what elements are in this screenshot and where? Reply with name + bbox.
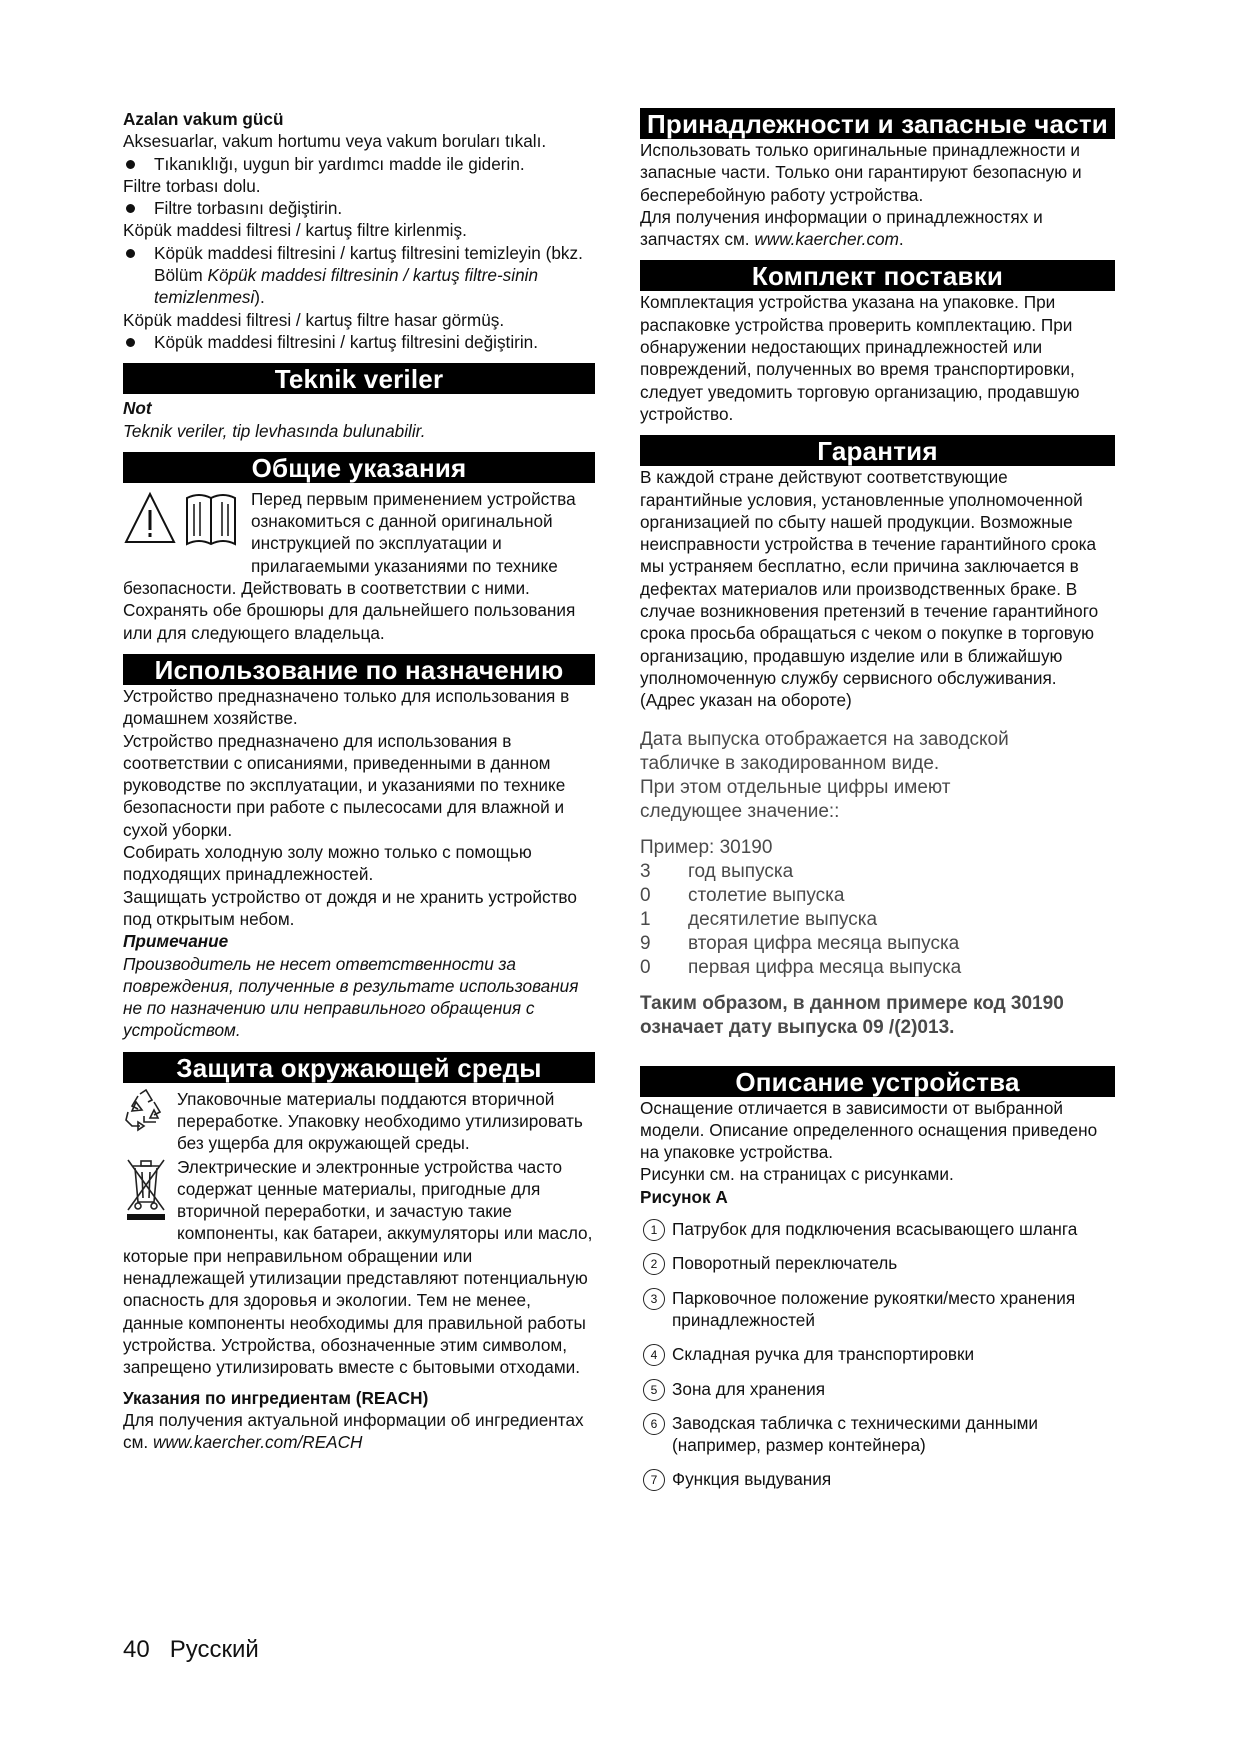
reach-text: Для получения актуальной информации об ингредиентах см. www.kaercher.com/REACH — [123, 1409, 584, 1453]
code-row: 0 первая цифра месяца выпуска — [640, 956, 962, 978]
remedy-bullet: Tıkanıklığı, uygun bir yardımcı madde ile giderin. — [123, 153, 595, 175]
remedy-bullet: Köpük maddesi filtresini / kartuş filtresini değiştirin. — [123, 331, 595, 353]
reach-title: Указания по ингредиентам (REACH) — [123, 1387, 429, 1408]
crossed-bin-icon — [123, 1156, 169, 1227]
general-notes — [123, 488, 595, 599]
description-text: Оснащение отличается в зависимости от выбранной модели. Описание определенного оснащения приведено на упаковке устройства. — [640, 1097, 1098, 1163]
code-row: 1 десятилетие выпуска — [640, 908, 878, 930]
warranty-text: В каждой стране действуют соответствующие гарантийные условия, установленные уполномоченной организацией по сбыту нашей продукции. Возможные неисправности устройства в течение гарантийного срока мы устраняем бесплатно, если причина заключается в дефектах материалов или производственных браке. В случае возникновения претензий в течение гарантийного срока просьба обращаться с чеком о покупке в торговую организацию, продавшую изделие или в ближайшую уполномоченную службу сервисного обслуживания. — [640, 467, 1099, 688]
section-header-scope: Комплект поставки — [640, 260, 1115, 291]
cause-text: Filtre torbası dolu. — [123, 175, 261, 196]
section-header-environment: Защита окружающей среды — [123, 1052, 595, 1083]
remedy-bullet: Filtre torbasını değiştirin. — [123, 197, 595, 219]
section-header-description: Описание устройства — [640, 1066, 1115, 1097]
section-header-general: Общие указания — [123, 452, 595, 483]
item-number: 4 — [643, 1344, 665, 1366]
item-number: 3 — [643, 1288, 665, 1310]
code-intro: Дата выпуска отображается на заводской — [640, 728, 1009, 750]
use-paragraph: Устройство предназначено только для использования в домашнем хозяйстве. — [123, 685, 570, 729]
code-row: 3 год выпуска — [640, 860, 794, 882]
scope-text: Комплектация устройства указана на упаковке. При распаковке устройства проверить комплектацию. При обнаружении недостающих принадлежностей или повреждений, полученных во время транспортировки, следует уведомить торговую организацию, продавшую устройство. — [640, 292, 1080, 424]
item-number: 2 — [643, 1253, 665, 1275]
code-summary: означает дату выпуска 09 /(2)013. — [640, 1016, 955, 1038]
page-number: 40 — [123, 1636, 150, 1663]
description-figures: Рисунки см. на страницах с рисунками. — [640, 1164, 954, 1185]
right-column — [640, 108, 1115, 1503]
warning-manual-icon — [123, 488, 241, 555]
warranty-address: (Адрес указан на обороте) — [640, 690, 852, 711]
reach-link[interactable]: www.kaercher.com/REACH — [152, 1432, 363, 1453]
general-text-2: Сохранять обе брошюры для дальнейшего пользования или для следующего владельца. — [123, 600, 576, 643]
cause-text: Köpük maddesi filtresi / kartuş filtre hasar görmüş. — [123, 309, 505, 330]
vacuum-title: Azalan vakum gücü — [123, 109, 284, 129]
item-number: 5 — [643, 1379, 665, 1401]
note-label: Not — [123, 398, 152, 419]
code-intro: При этом отдельные цифры имеют — [640, 776, 951, 798]
use-paragraph: Устройство предназначено для использования в соответствии с описаниями, приведенными в данном руководстве по эксплуатации, и указаниями по технике безопасности при работе с пылесосами для влажной и сухой уборки. — [123, 730, 566, 840]
production-date-code — [640, 728, 1115, 1040]
code-row: 0 столетие выпуска — [640, 884, 845, 906]
list-item: 7 Функция выдувания — [640, 1468, 1115, 1490]
weee-notes — [123, 1156, 595, 1379]
list-item: 2 Поворотный переключатель — [640, 1252, 1115, 1274]
cause-text: Aksesuarlar, vakum hortumu veya vakum boruları tıkalı. — [123, 131, 547, 152]
page-footer — [123, 1636, 279, 1664]
use-paragraph: Защищать устройство от дождя и не хранить устройство под открытым небом. — [123, 886, 577, 929]
note-text: Teknik veriler, tip levhasında bulunabilir. — [123, 420, 426, 441]
list-item: 4 Складная ручка для транспортировки — [640, 1343, 1115, 1365]
accessories-text: Использовать только оригинальные принадлежности и запасные части. Только они гарантируют безопасную и бесперебойную работу устройства. — [640, 140, 1082, 205]
item-number: 1 — [643, 1219, 665, 1241]
code-summary: Таким образом, в данном примере код 30190 — [640, 992, 1064, 1014]
section-header-accessories: Принадлежности и запасные части — [640, 108, 1115, 139]
section-reference: Köpük maddesi filtresinin / kartuş filtre-sinin temizlenmesi — [154, 265, 539, 308]
section-header-tech: Teknik veriler — [123, 363, 595, 394]
use-paragraph: Собирать холодную золу можно только с помощью подходящих принадлежностей. — [123, 842, 532, 885]
left-column — [123, 108, 595, 1453]
list-item: 3 Парковочное положение рукоятки/место хранения принадлежностей — [640, 1287, 1115, 1332]
code-row: 9 вторая цифра месяца выпуска — [640, 932, 960, 954]
use-note-text: Производитель не несет ответственности за повреждения, полученные в результате использования не по назначению или неправильного обращения с устройством. — [123, 953, 579, 1041]
packaging-notes — [123, 1088, 595, 1155]
list-item: 1 Патрубок для подключения всасывающего шланга — [640, 1218, 1115, 1240]
code-intro: следующее значение:: — [640, 800, 840, 822]
code-example: Пример: 30190 — [640, 836, 773, 858]
packaging-text: Упаковочные материалы поддаются вторичной переработке. Упаковку необходимо утилизировать без ущерба для окружающей среды. — [177, 1088, 583, 1154]
section-header-warranty: Гарантия — [640, 435, 1115, 466]
item-number: 6 — [643, 1413, 665, 1435]
figure-label: Рисунок A — [640, 1186, 728, 1207]
accessories-info: Для получения информации о принадлежностях и запчастях см. www.kaercher.com. — [640, 206, 1043, 250]
section-header-use: Использование по назначению — [123, 654, 595, 685]
use-note-label: Примечание — [123, 931, 229, 952]
item-number: 7 — [643, 1469, 665, 1491]
list-item: 6 Заводская табличка с техническими данными (например, размер контейнера) — [640, 1412, 1115, 1457]
weee-text: Электрические и электронные устройства часто содержат ценные материалы, пригодные для вторичной переработки, и зачастую такие компоненты, как батареи, аккумуляторы или масло, которые при неправильном обращении или ненадлежащей утилизации представляют потенциальную опасность для здоровья и экологии. Тем не менее, данные компоненты необходимы для правильной работы устройства. Устройства, обозначенные этим символом, запрещено утилизировать вместе с бытовыми отходами. — [123, 1156, 593, 1378]
list-item: 5 Зона для хранения — [640, 1378, 1115, 1400]
code-intro: табличке в закодированном виде. — [640, 752, 940, 774]
cause-text: Köpük maddesi filtresi / kartuş filtre kirlenmiş. — [123, 220, 467, 241]
kaercher-link[interactable]: www.kaercher.com — [754, 229, 899, 250]
recycle-icon — [123, 1088, 169, 1137]
page-language: Русский — [169, 1636, 259, 1663]
general-text: Перед первым применением устройства ознакомиться с данной оригинальной инструкцией по эксплуатации и прилагаемыми указаниями по технике безопасности. Действовать в соответствии с ними. — [123, 488, 576, 599]
remedy-bullet: Köpük maddesi filtresini / kartuş filtresini temizleyin (bkz. Bölüm Köpük maddesi filtresinin / kartuş filtre-sinin temizlenmesi). — [123, 242, 595, 309]
